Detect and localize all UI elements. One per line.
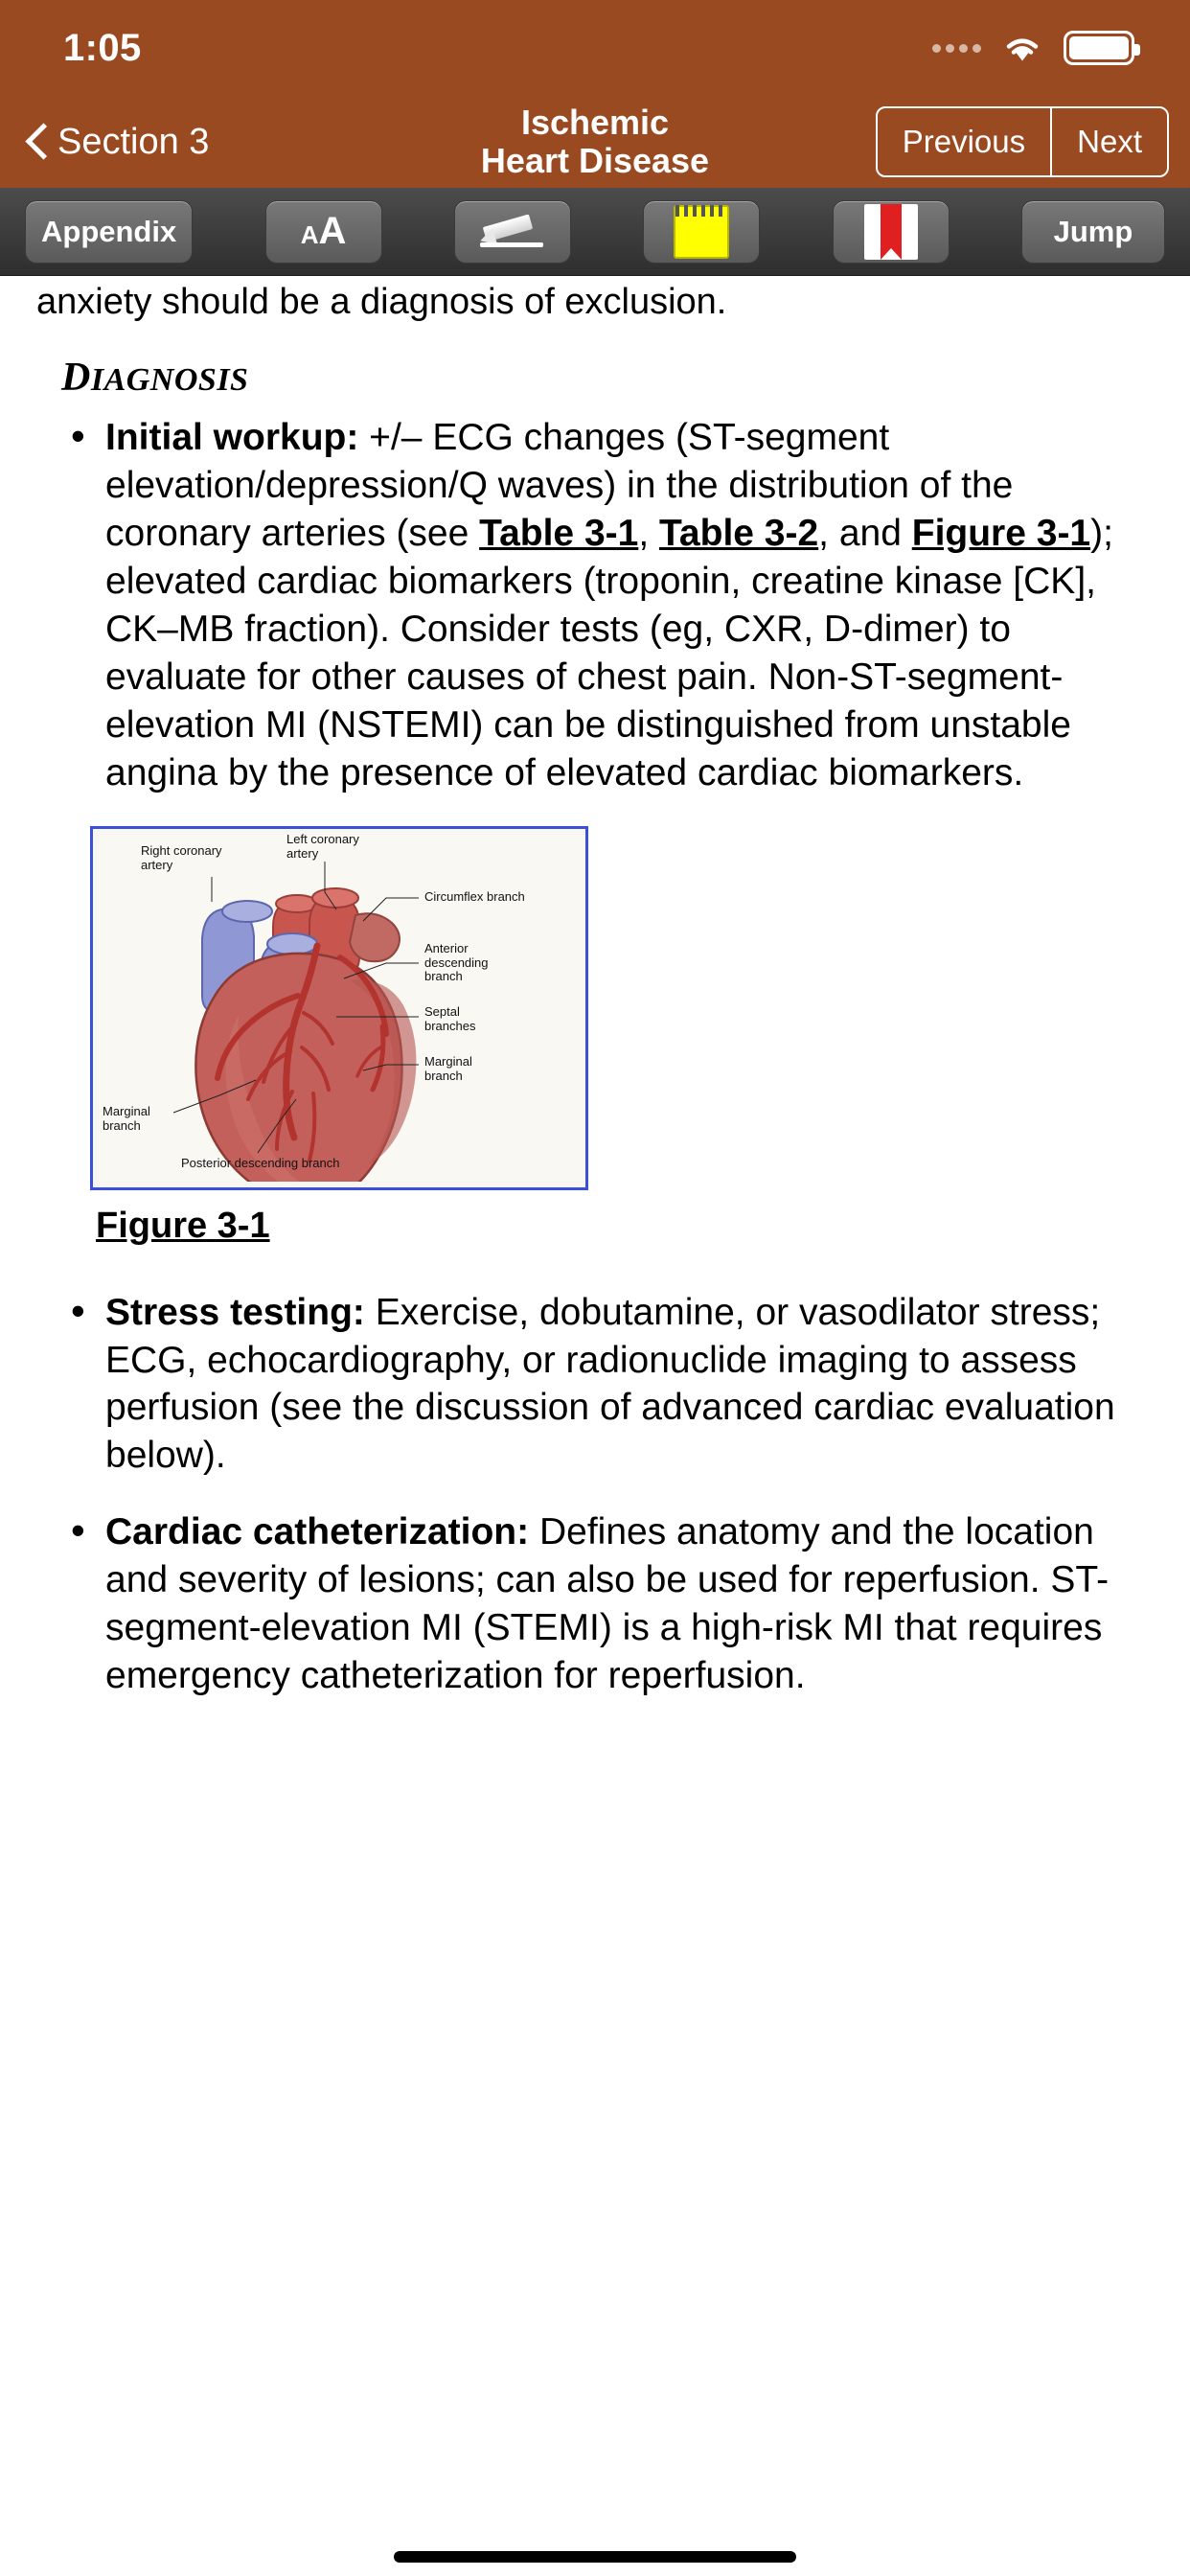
bullet-text-0: +/– ECG changes (ST-segment elevation/depression/Q waves) in the distribution of the coronary arteries (see Table 3-1, Table 3-2, and Figure 3-1); elevated cardiac biomarkers (troponin, creatine kinase [CK], CK–MB fraction). Consider tests (eg, CXR, D-dimer) to evaluate for other causes of chest pain. Non-ST-segment-elevation MI (NSTEMI) can be distinguished from unstable angina by the presence of elevated cardiac biomarkers. <box>105 417 1113 794</box>
status-time: 1:05 <box>63 26 142 69</box>
section-heading: DIAGNOSIS <box>61 356 249 401</box>
bookmark-icon <box>864 204 918 260</box>
signal-dots-icon <box>932 44 981 53</box>
list-item <box>36 414 1154 796</box>
figure-label-marginal-branch-left: Marginal branch <box>103 1103 150 1133</box>
pencil-highlighter-icon <box>478 213 547 251</box>
appendix-button[interactable]: Appendix <box>25 200 193 264</box>
figure-leader-lines <box>99 831 584 1182</box>
bullet-text-2: Defines anatomy and the location and severity of lesions; can also be used for reperfusion. ST-segment-elevation MI (STEMI) is a high-risk MI that requires emergency catheterization for reperfusion. <box>105 1511 1110 1696</box>
inline-link[interactable]: Table 3-2 <box>659 513 819 555</box>
wifi-icon <box>1000 32 1044 64</box>
inline-link[interactable]: Table 3-1 <box>479 513 639 555</box>
reader-toolbar <box>0 188 1190 276</box>
bullet-list-continued <box>36 1289 1154 1700</box>
notes-button[interactable] <box>643 200 760 264</box>
reader-content[interactable] <box>0 276 1190 2576</box>
bookmark-button[interactable] <box>833 200 950 264</box>
status-indicators <box>932 31 1134 65</box>
page-title-line2: Heart Disease <box>480 141 710 180</box>
highlighter-button[interactable] <box>454 200 571 264</box>
figure-block[interactable] <box>36 826 1154 1247</box>
figure-label-circumflex-branch: Circumflex branch <box>424 888 525 904</box>
battery-icon <box>1064 31 1134 65</box>
figure-label-left-coronary-artery: Left coronary artery <box>286 831 359 861</box>
next-button[interactable]: Next <box>1077 124 1142 159</box>
bullet-list <box>36 414 1154 796</box>
figure-caption[interactable]: Figure 3-1 <box>96 1205 270 1246</box>
home-indicator <box>394 2551 796 2563</box>
clipped-previous-line: anxiety should be a diagnosis of exclusion. <box>36 282 727 322</box>
navigation-bar <box>0 96 1190 188</box>
figure-image[interactable] <box>90 826 588 1190</box>
chevron-left-icon <box>27 124 48 160</box>
bullet-text-1: Exercise, dobutamine, or vasodilator stress; ECG, echocardiography, or radionuclide imaging to assess perfusion (see the discussion of advanced cardiac evaluation below). <box>105 1291 1115 1477</box>
notepad-icon <box>674 205 729 259</box>
bullet-label-2: Cardiac catheterization: <box>105 1511 530 1553</box>
bullet-label-1: Stress testing: <box>105 1291 365 1333</box>
text-size-button[interactable] <box>265 200 382 264</box>
text-size-label: AA <box>300 210 347 252</box>
figure-label-anterior-descending-branch: Anterior descending branch <box>424 940 489 984</box>
back-button-label: Section 3 <box>57 121 210 162</box>
figure-label-septal-branches: Septal branches <box>424 1003 476 1033</box>
bullet-label-0: Initial workup: <box>105 417 359 459</box>
jump-button[interactable]: Jump <box>1021 200 1165 264</box>
list-item <box>36 1508 1154 1700</box>
figure-label-marginal-branch-right: Marginal branch <box>424 1053 472 1083</box>
figure-label-posterior-descending-branch: Posterior descending branch <box>181 1155 340 1170</box>
status-bar <box>0 0 1190 96</box>
list-item <box>36 1289 1154 1481</box>
heart-anatomy-illustration <box>99 831 580 1182</box>
back-button[interactable] <box>17 116 218 169</box>
page-title-line1: Ischemic <box>520 102 670 142</box>
prev-next-segmented-control[interactable] <box>876 106 1169 177</box>
inline-link[interactable]: Figure 3-1 <box>911 513 1091 555</box>
previous-button[interactable]: Previous <box>878 108 1052 175</box>
figure-label-right-coronary-artery: Right coronary artery <box>141 842 222 872</box>
